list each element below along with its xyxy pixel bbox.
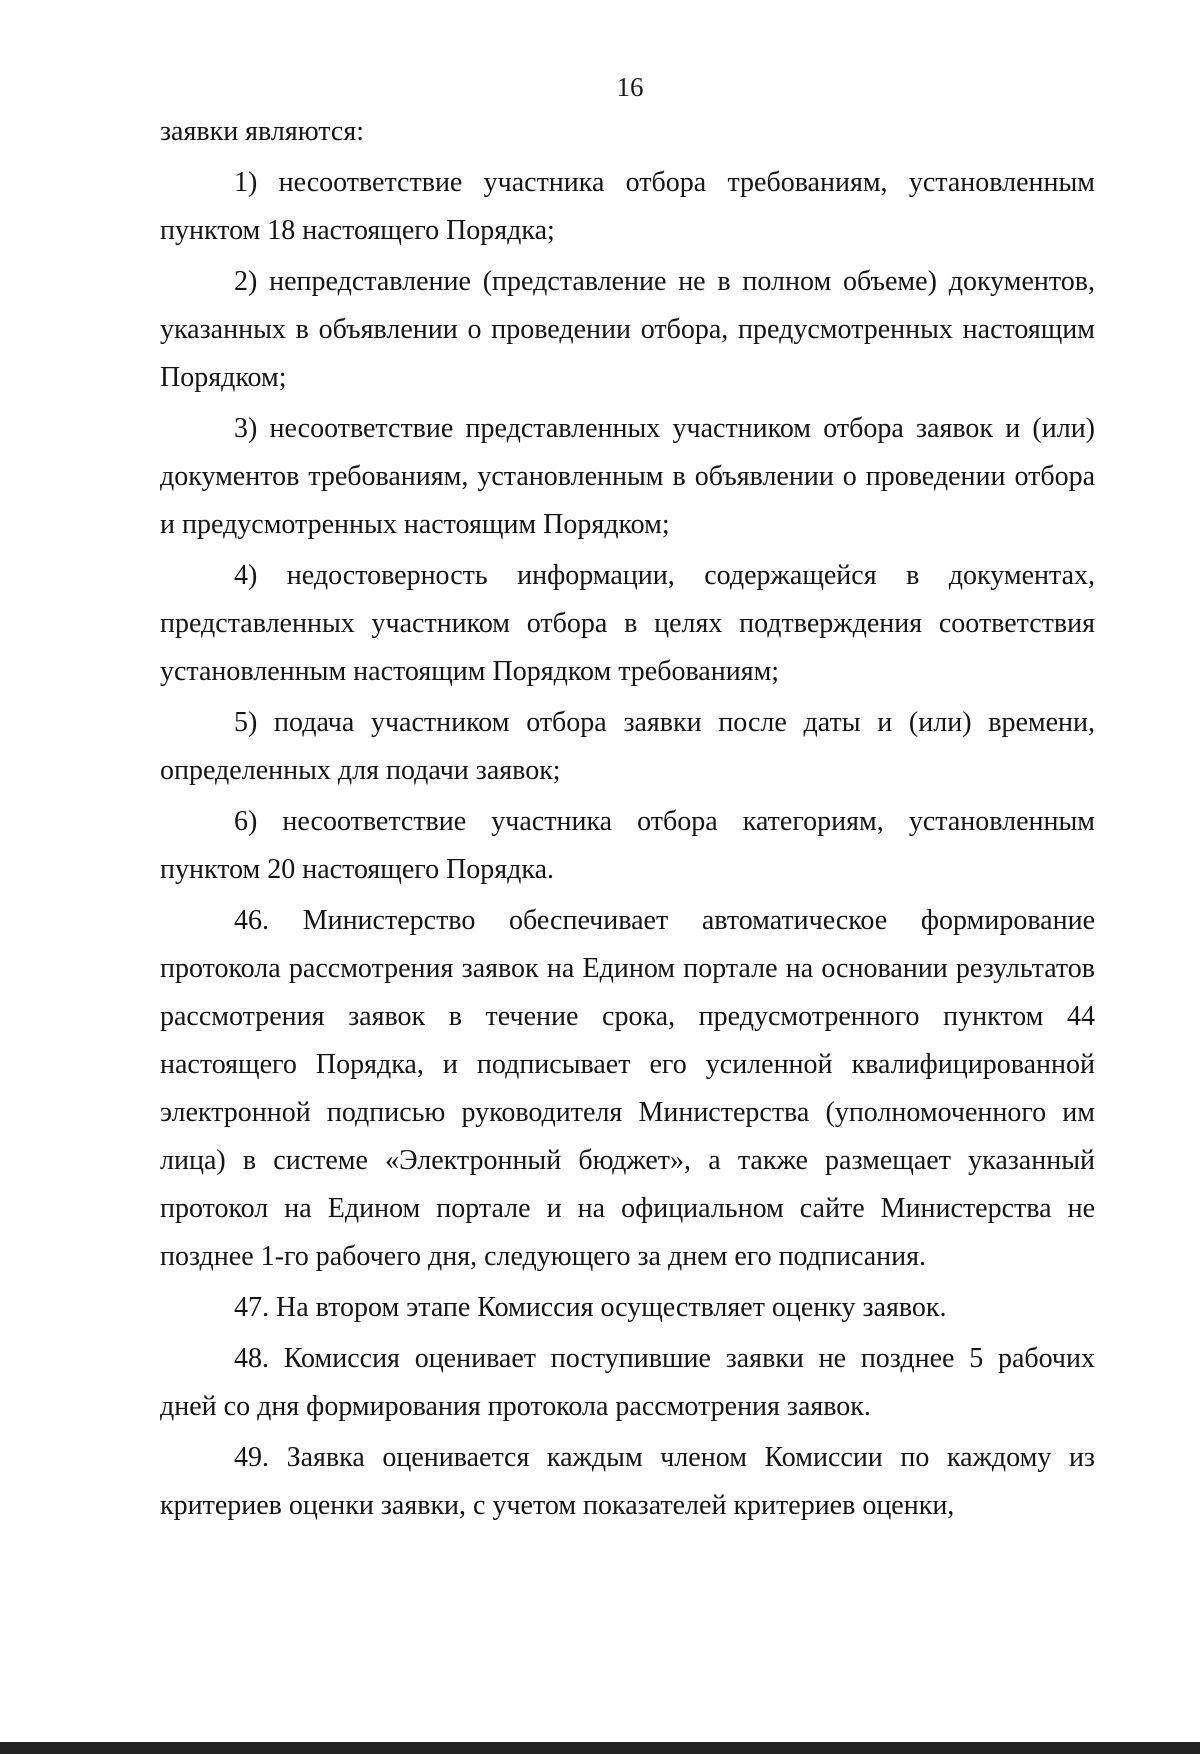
list-item-5: 5) подача участником отбора заявки после даты и (или) времени, определенных для подачи заявок; [160,707,1095,786]
page-number: 16 [616,72,644,102]
clause-48: 48. Комиссия оценивает поступившие заявки не позднее 5 рабочих дней со дня формирования протокола рассмотрения заявок. [160,1343,1095,1422]
scan-bottom-edge [0,1742,1200,1754]
clause-47: 47. На втором этапе Комиссия осуществляет оценку заявок. [234,1292,947,1323]
list-item-6: 6) несоответствие участника отбора категориям, установленным пунктом 20 настоящего Порядка. [160,806,1095,885]
list-item-1: 1) несоответствие участника отбора требованиям, установленным пунктом 18 настоящего Порядка; [160,167,1095,246]
paragraph-continuation: заявки являются: [160,116,364,147]
document-body [160,108,1095,1533]
list-item-2: 2) непредставление (представление не в полном объеме) документов, указанных в объявлении о проведении отбора, предусмотренных настоящим Порядком; [160,266,1095,393]
clause-46: 46. Министерство обеспечивает автоматическое формирование протокола рассмотрения заявок на Едином портале на основании результатов рассмотрения заявок в течение срока, предусмотренного пунктом 44 настоящего Порядка, и подписывает его усиленной квалифицированной электронной подписью руководителя Министерства (уполномоченного им лица) в системе «Электронный бюджет», а также размещает указанный протокол на Едином портале и на официальном сайте Министерства не позднее 1-го рабочего дня, следующего за днем его подписания. [160,905,1095,1272]
list-item-4: 4) недостоверность информации, содержащейся в документах, представленных участником отбора в целях подтверждения соответствия установленным настоящим Порядком требованиям; [160,560,1095,687]
clause-49: 49. Заявка оценивается каждым членом Комиссии по каждому из критериев оценки заявки, с учетом показателей критериев оценки, [160,1442,1095,1521]
list-item-3: 3) несоответствие представленных участником отбора заявок и (или) документов требованиям, установленным в объявлении о проведении отбора и предусмотренных настоящим Порядком; [160,413,1095,540]
